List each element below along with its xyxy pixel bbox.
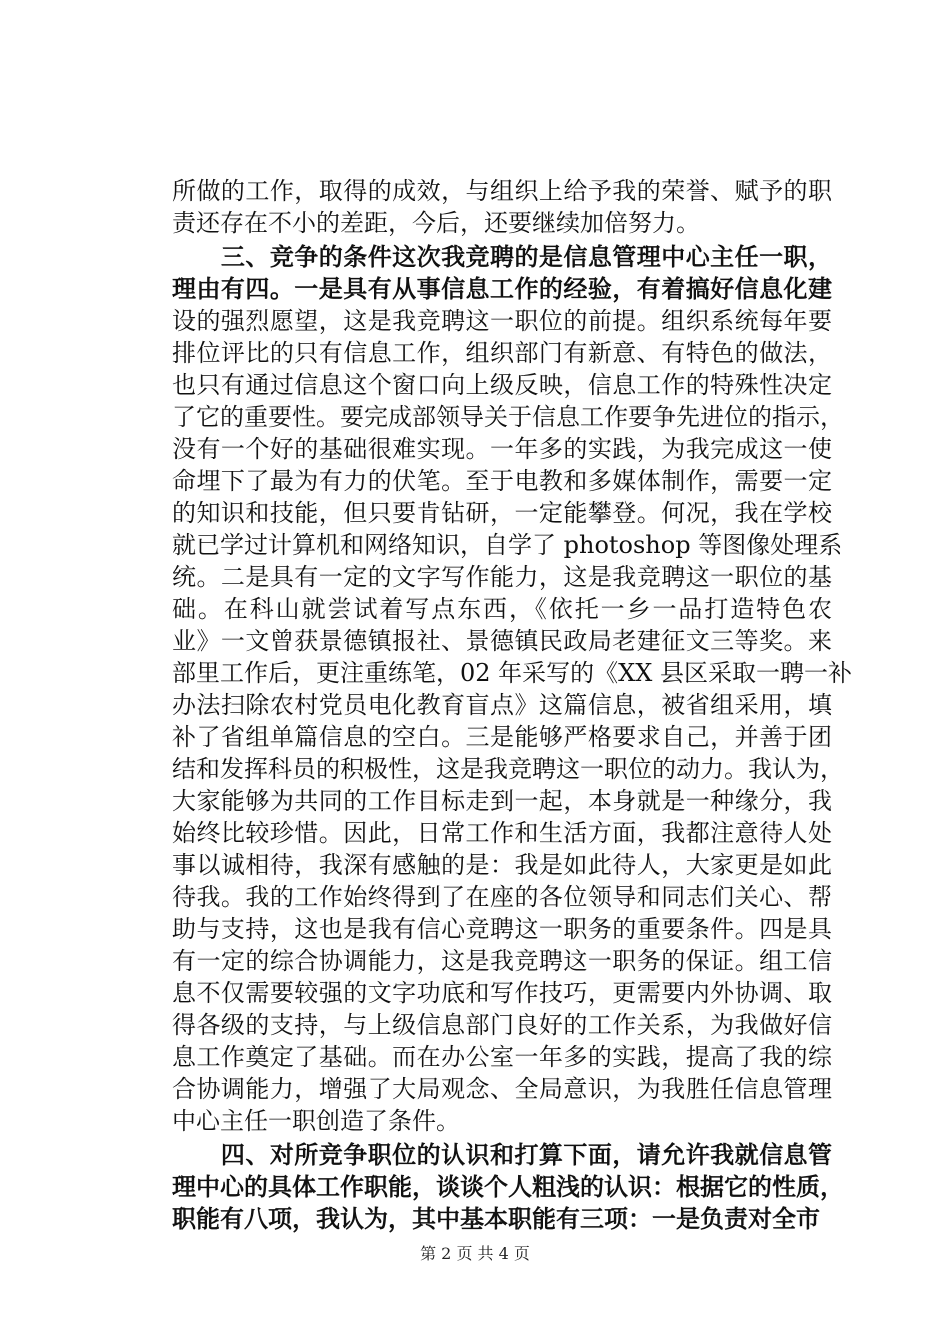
text-line: 了它的重要性。要完成部领导关于信息工作要争先进位的指示， — [172, 403, 844, 431]
paragraph — [172, 241, 852, 1137]
text-line: 有一定的综合协调能力，这是我竞聘这一职务的保证。组工信 — [172, 947, 832, 975]
text-line: 三、竞争的条件这次我竞聘的是信息管理中心主任一职， — [172, 242, 832, 271]
text-line: 所做的工作，取得的成效，与组织上给予我的荣誉、赋予的职 — [172, 177, 832, 205]
text-line: 息工作奠定了基础。而在办公室一年多的实践，提高了我的综 — [172, 1043, 832, 1071]
text-line: 没有一个好的基础很难实现。一年多的实践，为我完成这一使 — [172, 435, 832, 463]
text-line: 职能有八项，我认为，其中基本职能有三项：一是负责对全市 — [172, 1204, 820, 1233]
text-line: 大家能够为共同的工作目标走到一起，本身就是一种缘分，我 — [172, 787, 832, 815]
body-text — [172, 175, 852, 1235]
paragraph — [172, 1139, 844, 1235]
page-footer: 第 2 页 共 4 页 — [420, 1244, 530, 1263]
text-line: 四、对所竞争职位的认识和打算下面，请允许我就信息管 — [172, 1140, 832, 1169]
text-line: 的知识和技能，但只要肯钻研，一定能攀登。何况，我在学校 — [172, 499, 832, 527]
text-line: 得各级的支持，与上级信息部门良好的工作关系，为我做好信 — [172, 1011, 832, 1039]
text-line: 理中心的具体工作职能，谈谈个人粗浅的认识：根据它的性质， — [172, 1172, 844, 1201]
text-line: 排位评比的只有信息工作，组织部门有新意、有特色的做法， — [172, 339, 832, 367]
text-line: 理由有四。一是具有从事信息工作的经验，有着搞好信息化建 — [172, 274, 832, 303]
text-line: 始终比较珍惜。因此，日常工作和生活方面，我都注意待人处 — [172, 819, 832, 847]
text-line: 也只有通过信息这个窗口向上级反映，信息工作的特殊性决定 — [172, 371, 832, 399]
text-line: 就已学过计算机和网络知识，自学了 photoshop 等图像处理系 — [172, 531, 843, 559]
text-line: 础。在科山就尝试着写点东西，《依托一乡一品打造特色农 — [172, 595, 832, 623]
text-line: 办法扫除农村党员电化教育盲点》这篇信息，被省组采用，填 — [172, 691, 832, 719]
text-line: 助与支持，这也是我有信心竞聘这一职务的重要条件。四是具 — [172, 915, 832, 943]
text-line: 待我。我的工作始终得到了在座的各位领导和同志们关心、帮 — [172, 883, 832, 911]
text-line: 部里工作后，更注重练笔，02 年采写的《XX 县区采取一聘一补 — [172, 659, 852, 687]
text-line: 责还存在不小的差距，今后，还要继续加倍努力。 — [172, 209, 700, 237]
text-line: 统。二是具有一定的文字写作能力，这是我竞聘这一职位的基 — [172, 563, 832, 591]
text-line: 设的强烈愿望，这是我竞聘这一职位的前提。组织系统每年要 — [172, 307, 832, 335]
text-line: 合协调能力，增强了大局观念、全局意识，为我胜任信息管理 — [172, 1075, 832, 1103]
text-line: 事以诚相待，我深有感触的是：我是如此待人，大家更是如此 — [172, 851, 832, 879]
text-line: 结和发挥科员的积极性，这是我竞聘这一职位的动力。我认为， — [172, 755, 844, 783]
text-line: 业》一文曾获景德镇报社、景德镇民政局老建征文三等奖。来 — [172, 627, 832, 655]
paragraph — [172, 175, 832, 239]
text-line: 命埋下了最为有力的伏笔。至于电教和多媒体制作，需要一定 — [172, 467, 832, 495]
text-line: 中心主任一职创造了条件。 — [172, 1107, 460, 1135]
text-line: 息不仅需要较强的文字功底和写作技巧，更需要内外协调、取 — [172, 979, 832, 1007]
text-line: 补了省组单篇信息的空白。三是能够严格要求自己，并善于团 — [172, 723, 832, 751]
